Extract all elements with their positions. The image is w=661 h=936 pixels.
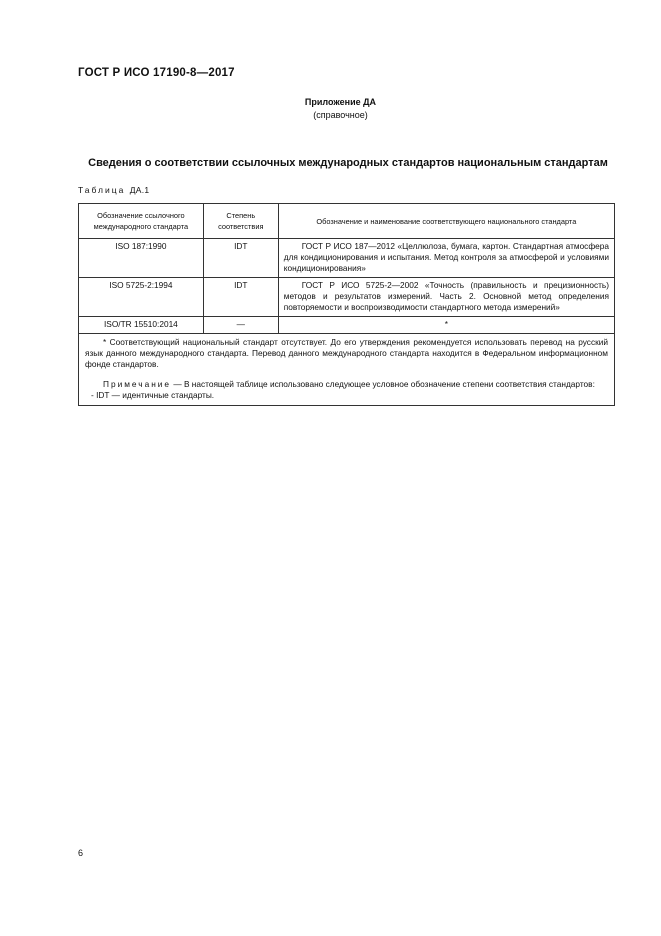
degree-cell: — [203,317,278,334]
document-header: ГОСТ Р ИСО 17190-8—2017 [78,67,235,79]
footnote: * Соответствующий национальный стандарт отсутствует. До его утверждения рекомендуется использовать перевод на русский язык данного международного стандарта. Перевод данного международного стандарта находится в Федеральном информационном фонде стандартов. [85,337,608,369]
column-header-national: Обозначение и наименование соответствующего национального стандарта [278,204,614,239]
column-header-degree: Степень соответствия [203,204,278,239]
appendix-heading [0,96,661,122]
table-footer-row [79,334,615,406]
degree-cell: IDT [203,239,278,278]
correspondence-table [78,203,615,406]
table-footer [79,334,615,406]
national-standard-cell: ГОСТ Р ИСО 187—2012 «Целлюлоза, бумага, картон. Стандартная атмосфера для кондиционирования и испытания. Метод контроля за атмосферой и условиями кондиционирования» [278,239,614,278]
national-standard-cell: ГОСТ Р ИСО 5725-2—2002 «Точность (правильность и прецизионность) методов и результатов измерений. Часть 2. Основной метод определения повторяемости и воспроизводимости стандартного метода измерений» [278,278,614,317]
degree-cell: IDT [203,278,278,317]
table-header-row [79,204,615,239]
table-note [85,379,608,390]
table-row [79,278,615,317]
reference-standard-cell: ISO/TR 15510:2014 [79,317,204,334]
table-row [79,317,615,334]
note-text: — В настоящей таблице использовано следующее условное обозначение степени соответствия стандартов: [171,379,595,389]
national-standard-cell: * [278,317,614,334]
table-caption [78,185,149,195]
table-caption-number: ДА.1 [129,185,150,195]
reference-standard-cell: ISO 5725-2:1994 [79,278,204,317]
reference-standard-cell: ISO 187:1990 [79,239,204,278]
appendix-title: Приложение ДА [304,97,377,107]
section-title: Сведения о соответствии ссылочных международных стандартов национальным стандартам [88,157,608,169]
note-item: - IDT — идентичные стандарты. [91,390,215,400]
note-label: Примечание [103,379,172,389]
page-number: 6 [78,848,84,858]
column-header-reference: Обозначение ссылочного международного стандарта [79,204,204,239]
table-row [79,239,615,278]
appendix-subtitle: (справочное) [313,110,368,120]
table-caption-prefix: Таблица [78,185,126,195]
